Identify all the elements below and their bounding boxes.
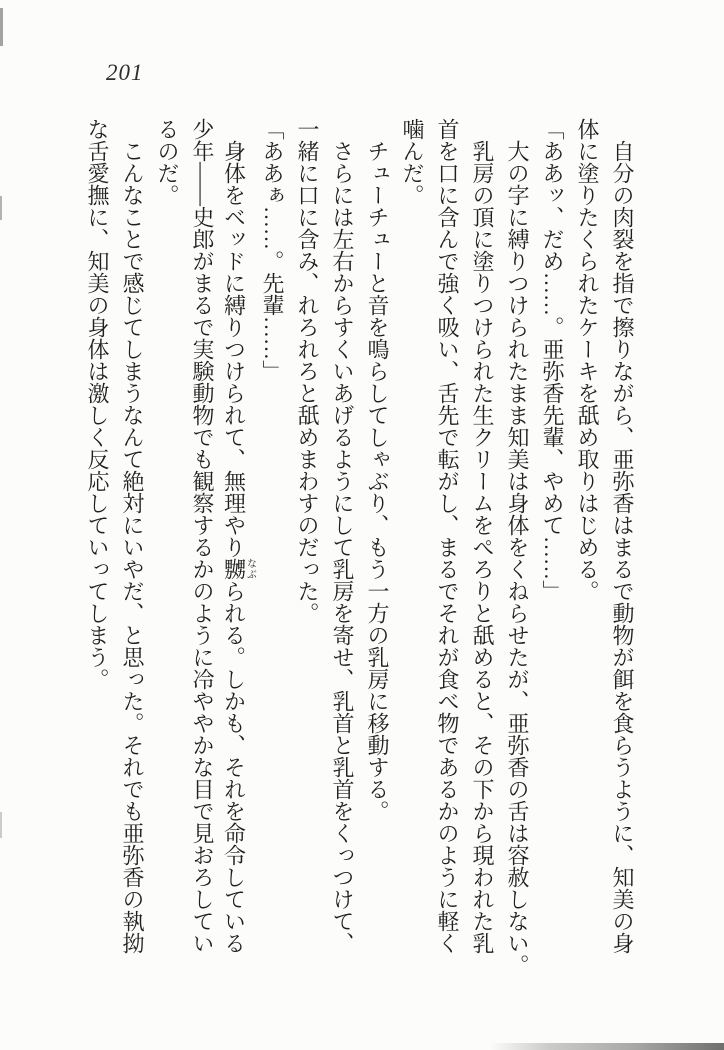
scan-artifact [0, 8, 3, 46]
text-column: 体に塗りたくられたケーキを舐め取りはじめる。 [575, 118, 600, 602]
page-number: 201 [106, 60, 144, 85]
text-column: 一緒に口に含み、れろれろと舐めまわすのだった。 [295, 118, 320, 624]
scan-artifact [0, 812, 2, 838]
text-column: 首を口に含んで強く吸い、舌先で転がし、まるでそれが食べ物であるかのように軽く [435, 118, 460, 954]
text-column: 「ああぁ……。先輩……」 [260, 118, 285, 382]
text-area [80, 118, 640, 984]
text-column: チューチューと音を鳴らしてしゃぶり、もう一方の乳房に移動する。 [365, 140, 390, 822]
text-column: るのだ。 [155, 118, 180, 206]
text-column: 噛んだ。 [400, 118, 425, 206]
text-column: 大の字に縛りつけられたまま知美は身体をくねらせたが、亜弥香の舌は容赦しない。 [505, 140, 530, 976]
text-column: な舌愛撫に、知美の身体は激しく反応していってしまう。 [85, 118, 110, 690]
text-column: さらには左右からすくいあげるようにして乳房を寄せ、乳首と乳首をくっつけて、 [330, 140, 355, 954]
text-column: 自分の肉裂を指で擦りながら、亜弥香はまるで動物が餌を食らうように、知美の身 [610, 140, 635, 954]
text-column: 身体をベッドに縛りつけられて、無理やり嬲なぶられる。しかも、それを命令している [221, 140, 256, 954]
scan-edge-shadow [490, 1043, 724, 1050]
scan-artifact [0, 196, 2, 220]
ruby-annotated-char: 嬲なぶ [221, 558, 256, 580]
text-column: 「ああッ、だめ……。亜弥香先輩、やめて……」 [540, 118, 565, 602]
text-column: 乳房の頂に塗りつけられた生クリームをぺろりと舐めると、その下から現われた乳 [470, 140, 495, 954]
text-column: 少年――史郎がまるで実験動物でも観察するかのように冷ややかな目で見おろしてい [190, 118, 215, 954]
text-column: こんなことで感じてしまうなんて絶対にいやだ、と思った。それでも亜弥香の執拗 [120, 140, 145, 954]
